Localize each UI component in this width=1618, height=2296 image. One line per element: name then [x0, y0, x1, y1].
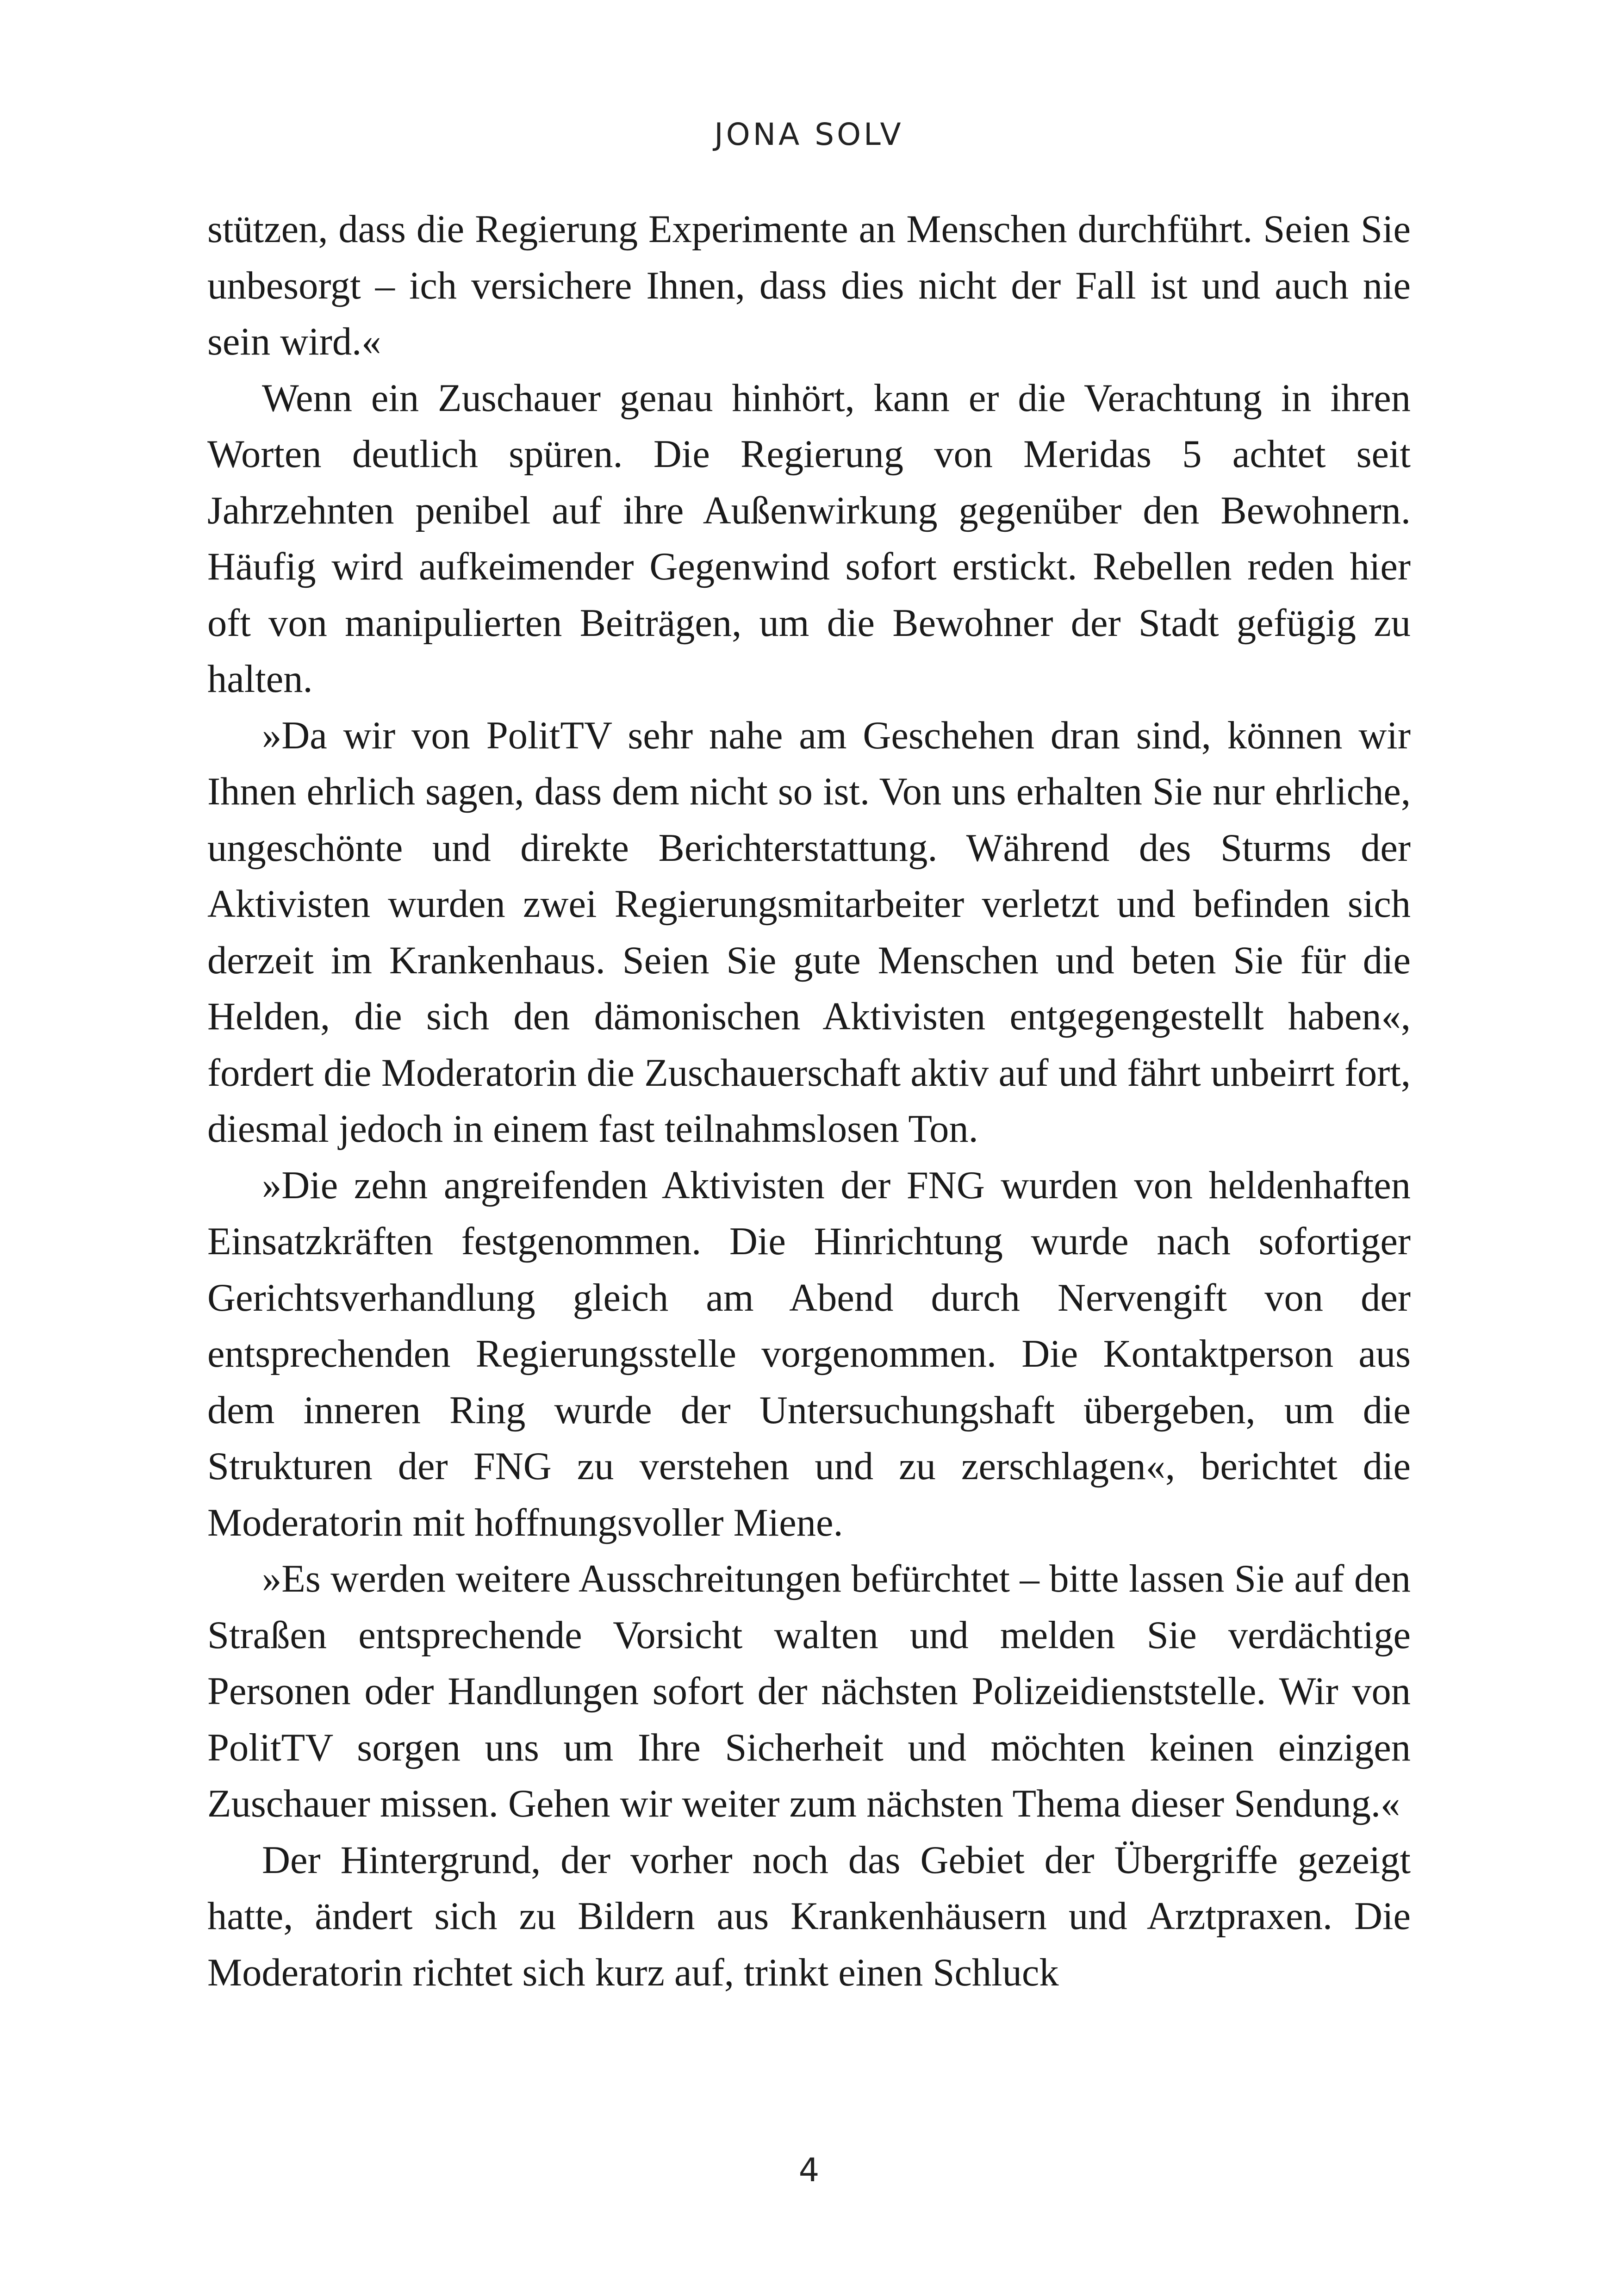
paragraph-3: »Da wir von PolitTV sehr nahe am Geschehen dran sind, können wir Ihnen ehrlich sagen, dass dem nicht so ist. Von uns erhalten Sie nur ehrliche, ungeschönte und direkte Berichterstattung. Während des Sturms der Aktivisten wurden zwei Regierungsmitarbeiter verletzt und befinden sich derzeit im Krankenhaus. Seien Sie gute Menschen und beten Sie für die Helden, die sich den dämonischen Aktivisten entgegengestellt haben«, fordert die Moderatorin die Zuschauerschaft aktiv auf und fährt unbeirrt fort, diesmal jedoch in einem fast teilnahmslosen Ton. — [207, 714, 1411, 1151]
paragraph-2: Wenn ein Zuschauer genau hinhört, kann er die Verachtung in ihren Worten deutlich spüren. Die Regierung von Meridas 5 achtet seit Jahrzehnten penibel auf ihre Außenwirkung gegenüber den Bewohnern. Häufig wird aufkeimender Gegenwind sofort erstickt. Rebellen reden hier oft von manipulierten Beiträgen, um die Bewohner der Stadt gefügig zu halten. — [207, 376, 1411, 701]
running-header-author: JONA SOLV — [714, 117, 904, 152]
paragraph-6: Der Hintergrund, der vorher noch das Gebiet der Übergriffe gezeigt hatte, ändert sich zu Bildern aus Krankenhäusern und Arztpraxen. Die Moderatorin richtet sich kurz auf, trinkt einen Schluck — [207, 1838, 1411, 1994]
page-number: 4 — [798, 2151, 820, 2189]
paragraph-1: stützen, dass die Regierung Experimente an Menschen durchführt. Seien Sie unbesorgt – ich versichere Ihnen, dass dies nicht der Fall ist und auch nie sein wird.« — [207, 208, 1411, 363]
paragraph-5: »Es werden weitere Ausschreitungen befürchtet – bitte lassen Sie auf den Straßen entsprechende Vorsicht walten und melden Sie verdächtige Personen oder Handlungen sofort der nächsten Polizeidienststelle. Wir von PolitTV sorgen uns um Ihre Sicherheit und möchten keinen einzigen Zuschauer missen. Gehen wir weiter zum nächsten Thema dieser Sendung.« — [207, 1557, 1411, 1825]
body-text — [207, 201, 1411, 2001]
paragraph-4: »Die zehn angreifenden Aktivisten der FNG wurden von heldenhaften Einsatzkräften festgenommen. Die Hinrichtung wurde nach sofortiger Gerichtsverhandlung gleich am Abend durch Nervengift von der entsprechenden Regierungsstelle vorgenommen. Die Kontaktperson aus dem inneren Ring wurde der Untersuchungshaft übergeben, um die Strukturen der FNG zu verstehen und zu zerschlagen«, berichtet die Moderatorin mit hoffnungsvoller Miene. — [207, 1164, 1411, 1544]
